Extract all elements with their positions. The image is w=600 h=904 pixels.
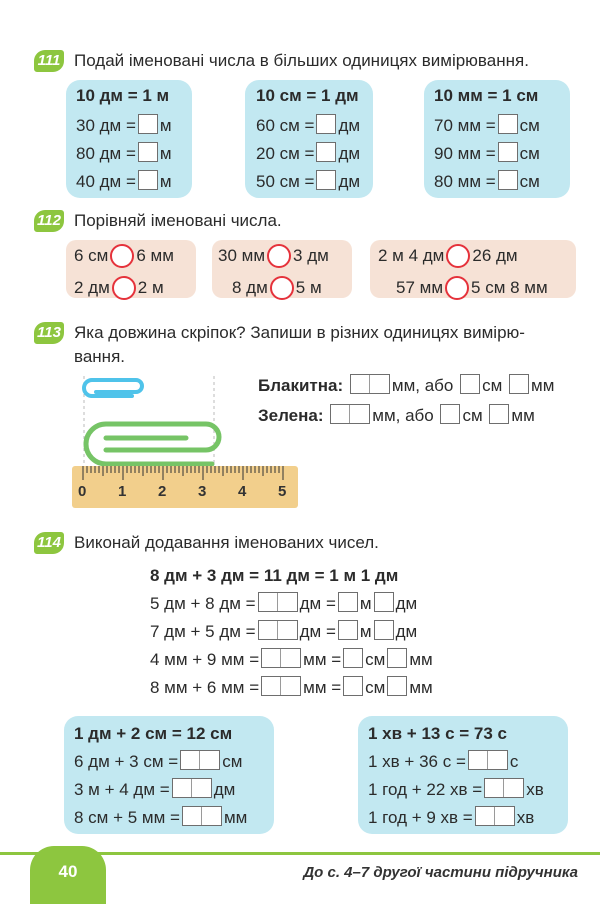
left-block-row: 6 дм + 3 см = см (74, 752, 243, 771)
exercise-113-title-line1: Яка довжина скріпок? Запиши в різних одиницях вимірю- (74, 323, 525, 342)
exercise-number-112: 112 (34, 210, 64, 232)
answer-box[interactable] (387, 676, 407, 696)
exercise-number-113: 113 (34, 322, 64, 344)
blue-clip-answer: Блакитна: мм, або см мм (258, 376, 555, 395)
answer-box[interactable] (338, 620, 358, 640)
ruler-number: 0 (78, 483, 87, 500)
answer-box[interactable] (138, 142, 158, 162)
addition-example: 8 дм + 3 дм = 11 дм = 1 м 1 дм (150, 566, 399, 585)
ruler-number: 2 (158, 483, 167, 500)
addition-row: 7 дм + 5 дм = дм = м дм (150, 622, 418, 641)
answer-box[interactable] (316, 170, 336, 190)
exercise-111-title: Подай іменовані числа в більших одиницях вимірювання. (74, 51, 529, 70)
right-block-row: 1 хв + 36 с = с (368, 752, 519, 771)
footer-reference: До с. 4–7 другої частини підручника (303, 864, 578, 881)
col2-row: 50 см = дм (256, 172, 361, 191)
answer-box[interactable] (343, 648, 363, 668)
right-block-row: 1 год + 22 хв = хв (368, 780, 544, 799)
answer-box[interactable] (338, 592, 358, 612)
answer-box[interactable] (138, 170, 158, 190)
compare-pair: 2 дм 2 м (74, 276, 164, 300)
compare-pair: 2 м 4 дм 26 дм (378, 244, 518, 268)
right-block-head: 1 хв + 13 с = 73 с (368, 724, 508, 743)
left-block-head: 1 дм + 2 см = 12 см (74, 724, 233, 743)
green-clip-answer: Зелена: мм, або см мм (258, 406, 535, 425)
ruler-number: 4 (238, 483, 247, 500)
answer-box[interactable] (468, 750, 508, 770)
addition-row: 8 мм + 6 мм = мм = см мм (150, 678, 433, 697)
left-block-row: 3 м + 4 дм = дм (74, 780, 236, 799)
answer-box[interactable] (374, 592, 394, 612)
col1-row: 40 дм = м (76, 172, 172, 191)
col3-row: 70 мм = см (434, 116, 540, 135)
answer-box[interactable] (387, 648, 407, 668)
answer-box[interactable] (350, 374, 390, 394)
col3-row: 90 мм = см (434, 144, 540, 163)
right-block-row: 1 год + 9 хв = хв (368, 808, 535, 827)
answer-box[interactable] (509, 374, 529, 394)
answer-box[interactable] (182, 806, 222, 826)
compare-pair: 8 дм 5 м (232, 276, 322, 300)
answer-box[interactable] (316, 142, 336, 162)
col1-head: 10 дм = 1 м (76, 86, 170, 105)
compare-circle[interactable] (446, 244, 470, 268)
answer-box[interactable] (138, 114, 158, 134)
compare-pair: 6 см 6 мм (74, 244, 174, 268)
answer-box[interactable] (489, 404, 509, 424)
answer-box[interactable] (261, 676, 301, 696)
compare-circle[interactable] (110, 244, 134, 268)
addition-row: 4 мм + 9 мм = мм = см мм (150, 650, 433, 669)
page-number: 40 (30, 846, 106, 904)
exercise-113-title-line2: вання. (74, 347, 125, 366)
answer-box[interactable] (180, 750, 220, 770)
answer-box[interactable] (484, 778, 524, 798)
left-block-row: 8 см + 5 мм = мм (74, 808, 248, 827)
ruler (72, 466, 298, 508)
col2-row: 20 см = дм (256, 144, 361, 163)
ruler-number: 1 (118, 483, 127, 500)
ruler-ticks-icon (72, 466, 298, 482)
col2-row: 60 см = дм (256, 116, 361, 135)
compare-circle[interactable] (267, 244, 291, 268)
answer-box[interactable] (330, 404, 370, 424)
blue-paperclip-icon (84, 380, 142, 396)
answer-box[interactable] (475, 806, 515, 826)
answer-box[interactable] (498, 170, 518, 190)
col3-row: 80 мм = см (434, 172, 540, 191)
compare-pair: 57 мм 5 см 8 мм (396, 276, 548, 300)
answer-box[interactable] (316, 114, 336, 134)
exercise-number-111: 111 (34, 50, 64, 72)
answer-box[interactable] (374, 620, 394, 640)
answer-box[interactable] (343, 676, 363, 696)
answer-box[interactable] (261, 648, 301, 668)
col1-row: 80 дм = м (76, 144, 172, 163)
exercise-number-114: 114 (34, 532, 64, 554)
ruler-number: 3 (198, 483, 207, 500)
exercise-112-title: Порівняй іменовані числа. (74, 211, 282, 230)
compare-pair: 30 мм 3 дм (218, 244, 329, 268)
exercise-114-title: Виконай додавання іменованих чисел. (74, 533, 379, 552)
answer-box[interactable] (440, 404, 460, 424)
col3-head: 10 мм = 1 см (434, 86, 539, 105)
addition-row: 5 дм + 8 дм = дм = м дм (150, 594, 418, 613)
answer-box[interactable] (172, 778, 212, 798)
col1-row: 30 дм = м (76, 116, 172, 135)
answer-box[interactable] (258, 592, 298, 612)
answer-box[interactable] (460, 374, 480, 394)
compare-circle[interactable] (270, 276, 294, 300)
answer-box[interactable] (498, 142, 518, 162)
answer-box[interactable] (258, 620, 298, 640)
answer-box[interactable] (498, 114, 518, 134)
compare-circle[interactable] (445, 276, 469, 300)
compare-circle[interactable] (112, 276, 136, 300)
green-paperclip-icon (86, 424, 219, 464)
ruler-number: 5 (278, 483, 287, 500)
col2-head: 10 см = 1 дм (256, 86, 359, 105)
